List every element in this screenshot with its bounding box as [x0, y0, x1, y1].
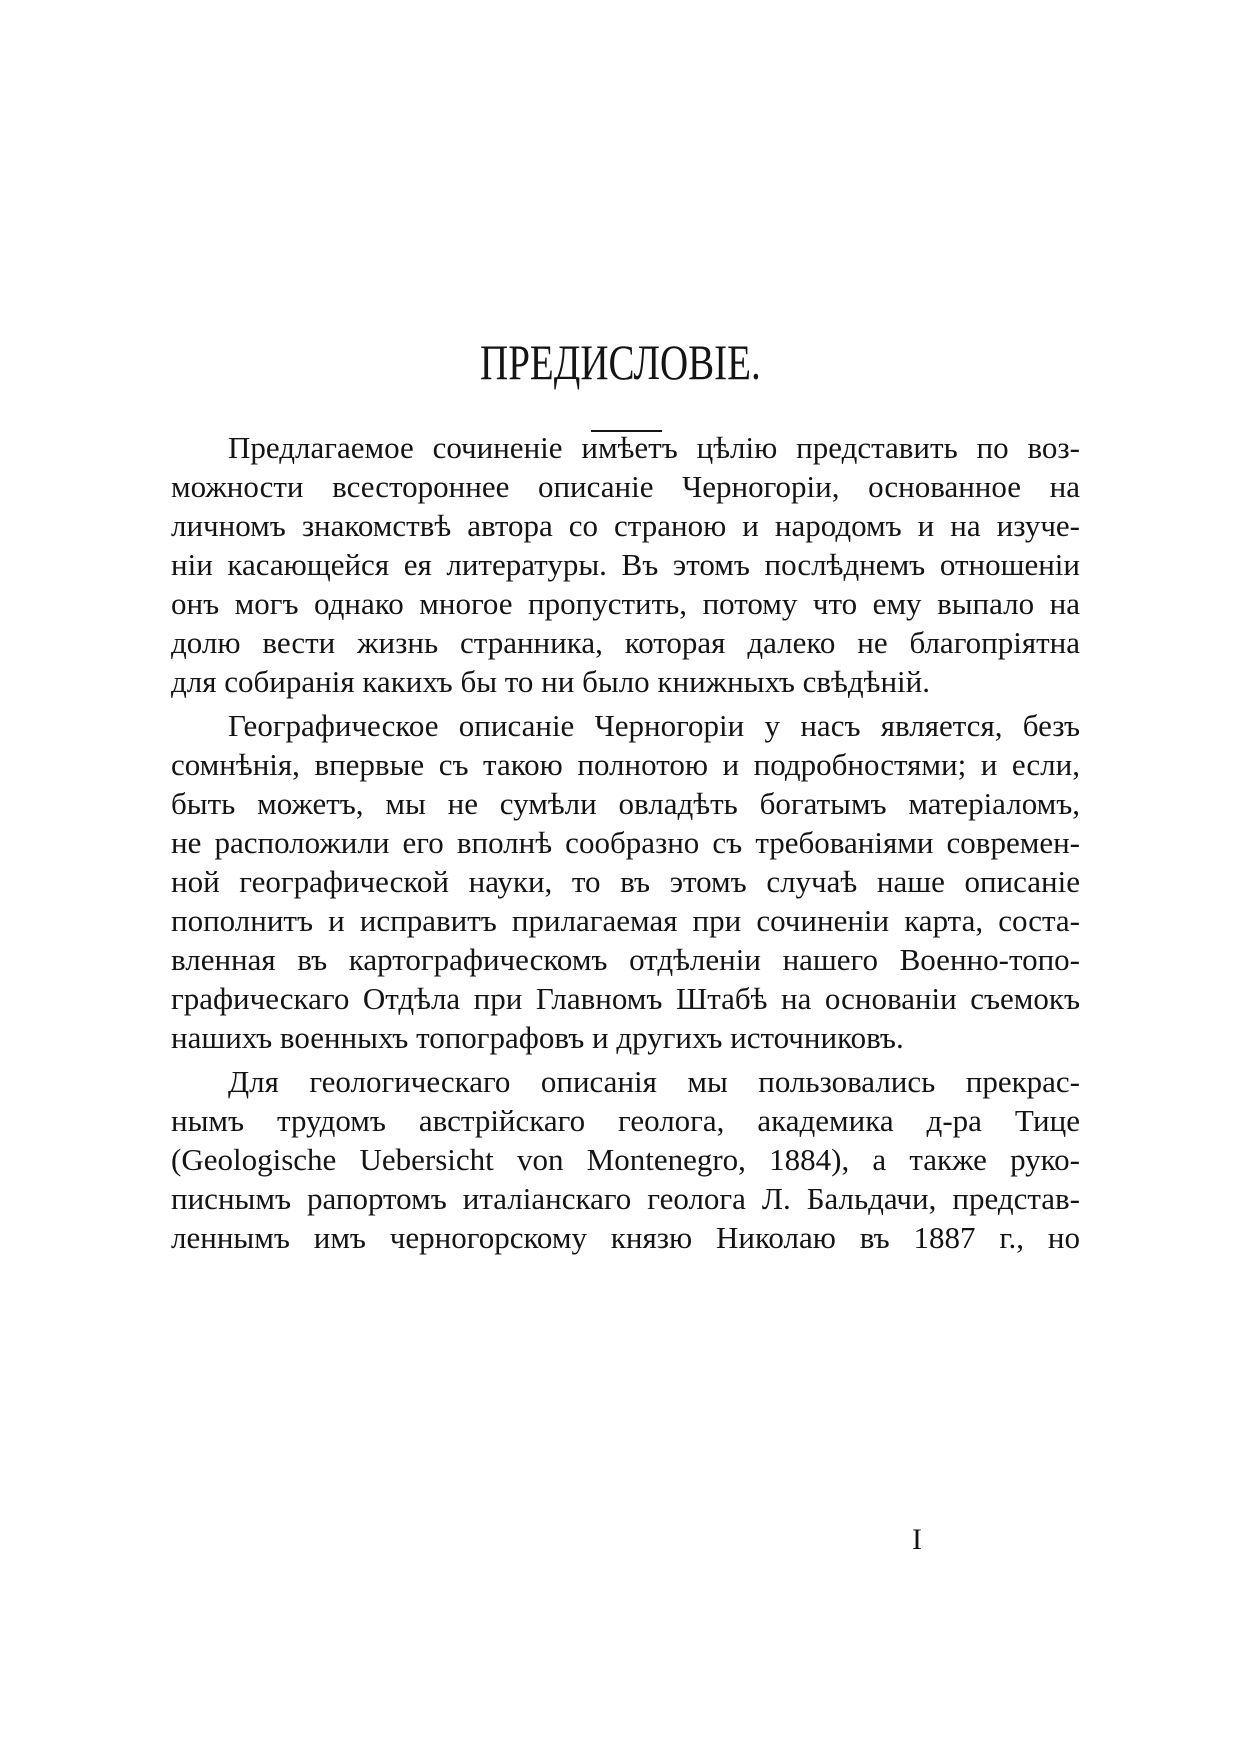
text-line: онъ могъ однако многое пропустить, потому что ему выпало на — [171, 586, 1080, 621]
text-line: быть можетъ, мы не сумѣли овладѣть богатымъ матеріаломъ, — [171, 786, 1080, 821]
text-line: личномъ знакомствѣ автора со страною и народомъ и на изуче- — [171, 508, 1080, 543]
text-line: Для геологическаго описанія мы пользовались прекрас- — [228, 1064, 1080, 1099]
text-line: можности всестороннее описаніе Черногоріи, основанное на — [171, 469, 1080, 504]
page-number: I — [912, 1523, 922, 1556]
text-line: графическаго Отдѣла при Главномъ Штабѣ на основаніи съемокъ — [171, 981, 1080, 1016]
text-line: леннымъ имъ черногорскому князю Николаю въ 1887 г., но — [171, 1220, 1080, 1255]
text-line: Географическое описаніе Черногоріи у насъ является, безъ — [228, 708, 1080, 743]
page-title: ПРЕДИСЛОВІЕ. — [480, 334, 761, 390]
text-line: нашихъ военныхъ топографовъ и другихъ источниковъ. — [171, 1020, 904, 1055]
text-line: сомнѣнія, впервые съ такою полнотою и подробностями; и если, — [171, 747, 1080, 782]
text-line: не расположили его вполнѣ сообразно съ требованіями современ- — [171, 825, 1080, 860]
text-line: ніи касающейся ея литературы. Въ этомъ послѣднемъ отношеніи — [171, 547, 1080, 582]
text-line: писнымъ рапортомъ италіанскаго геолога Л. Бальдачи, представ- — [171, 1181, 1080, 1216]
text-line: для собиранія какихъ бы то ни было книжныхъ свѣдѣній. — [171, 664, 930, 699]
text-line: нымъ трудомъ австрійскаго геолога, академика д-ра Тице — [171, 1103, 1080, 1138]
text-line: долю вести жизнь странника, которая далеко не благопріятна — [171, 625, 1080, 660]
text-line: вленная въ картографическомъ отдѣленіи нашего Военно-топо- — [171, 942, 1080, 977]
text-line: пополнитъ и исправитъ прилагаемая при сочиненіи карта, соста- — [171, 903, 1080, 938]
text-line: (Geologische Uebersicht von Montenegro, 1884), а также руко- — [171, 1142, 1080, 1177]
text-line: Предлагаемое сочиненіе имѣетъ цѣлію представить по воз- — [228, 430, 1080, 465]
text-line: ной географической науки, то въ этомъ случаѣ наше описаніе — [171, 864, 1080, 899]
